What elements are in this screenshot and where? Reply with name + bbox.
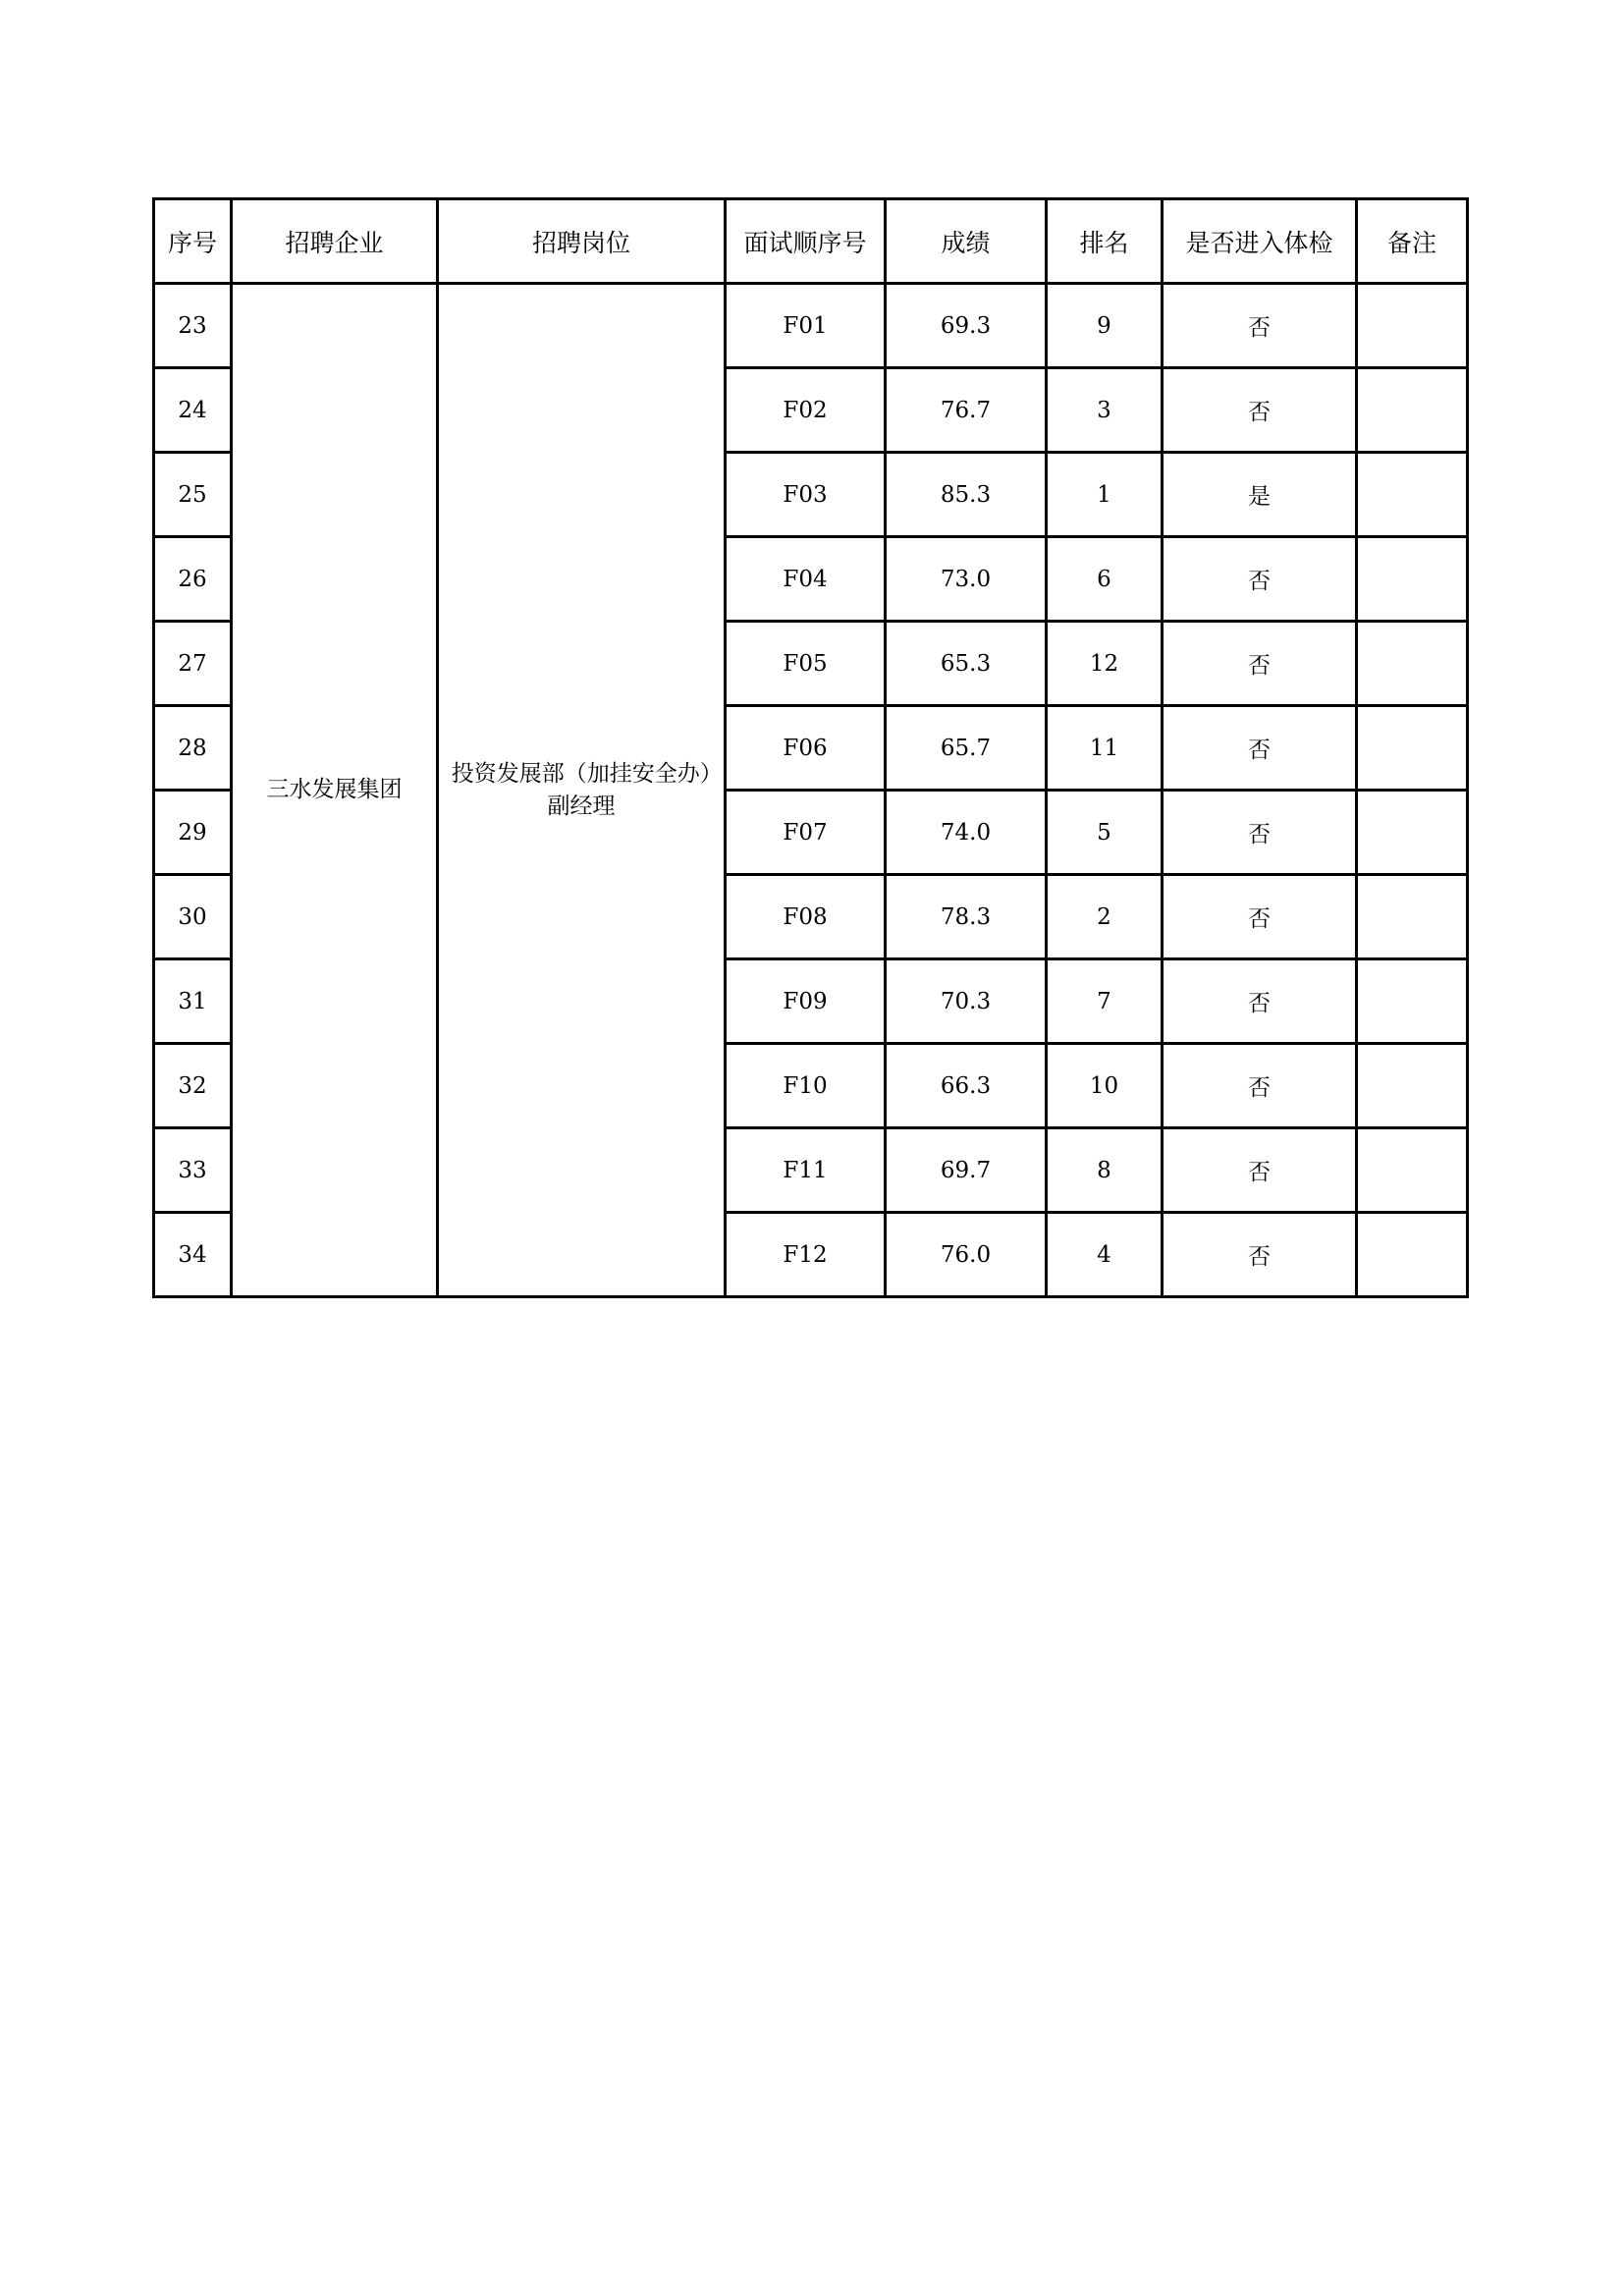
cell-physical-exam: 否 <box>1163 537 1357 622</box>
cell-rank: 3 <box>1047 368 1163 453</box>
cell-score: 73.0 <box>886 537 1047 622</box>
header-score: 成绩 <box>886 199 1047 284</box>
cell-rank: 6 <box>1047 537 1163 622</box>
cell-rank: 7 <box>1047 959 1163 1044</box>
cell-interview-order: F06 <box>726 706 886 791</box>
cell-interview-order: F08 <box>726 875 886 959</box>
cell-score: 85.3 <box>886 453 1047 537</box>
cell-interview-order: F10 <box>726 1044 886 1128</box>
cell-rank: 1 <box>1047 453 1163 537</box>
cell-interview-order: F12 <box>726 1213 886 1297</box>
cell-rank: 10 <box>1047 1044 1163 1128</box>
cell-no: 23 <box>154 284 232 368</box>
cell-interview-order: F07 <box>726 791 886 875</box>
cell-physical-exam: 否 <box>1163 1213 1357 1297</box>
cell-score: 78.3 <box>886 875 1047 959</box>
header-note: 备注 <box>1357 199 1468 284</box>
cell-physical-exam: 否 <box>1163 959 1357 1044</box>
cell-no: 27 <box>154 622 232 706</box>
cell-note <box>1357 368 1468 453</box>
cell-no: 31 <box>154 959 232 1044</box>
cell-no: 29 <box>154 791 232 875</box>
cell-rank: 5 <box>1047 791 1163 875</box>
cell-rank: 8 <box>1047 1128 1163 1213</box>
header-interview-order: 面试顺序号 <box>726 199 886 284</box>
cell-physical-exam: 是 <box>1163 453 1357 537</box>
cell-score: 76.0 <box>886 1213 1047 1297</box>
cell-no: 32 <box>154 1044 232 1128</box>
cell-note <box>1357 875 1468 959</box>
cell-no: 24 <box>154 368 232 453</box>
header-company: 招聘企业 <box>232 199 438 284</box>
cell-interview-order: F04 <box>726 537 886 622</box>
cell-score: 65.3 <box>886 622 1047 706</box>
cell-score: 69.3 <box>886 284 1047 368</box>
cell-position <box>438 284 726 1297</box>
cell-note <box>1357 284 1468 368</box>
position-label: 投资发展部（加挂安全办）副经理 <box>451 760 712 819</box>
cell-no: 26 <box>154 537 232 622</box>
cell-physical-exam: 否 <box>1163 284 1357 368</box>
cell-note <box>1357 622 1468 706</box>
cell-rank: 2 <box>1047 875 1163 959</box>
table-row <box>154 284 1468 368</box>
cell-score: 76.7 <box>886 368 1047 453</box>
cell-interview-order: F01 <box>726 284 886 368</box>
header-position: 招聘岗位 <box>438 199 726 284</box>
results-table <box>152 197 1469 1298</box>
cell-note <box>1357 1128 1468 1213</box>
cell-interview-order: F03 <box>726 453 886 537</box>
cell-physical-exam: 否 <box>1163 791 1357 875</box>
cell-note <box>1357 1213 1468 1297</box>
cell-physical-exam: 否 <box>1163 622 1357 706</box>
cell-score: 66.3 <box>886 1044 1047 1128</box>
header-rank: 排名 <box>1047 199 1163 284</box>
cell-no: 33 <box>154 1128 232 1213</box>
cell-note <box>1357 791 1468 875</box>
header-physical-exam: 是否进入体检 <box>1163 199 1357 284</box>
table-header-row <box>154 199 1468 284</box>
cell-note <box>1357 706 1468 791</box>
cell-no: 34 <box>154 1213 232 1297</box>
cell-no: 28 <box>154 706 232 791</box>
cell-note <box>1357 453 1468 537</box>
cell-score: 70.3 <box>886 959 1047 1044</box>
cell-rank: 11 <box>1047 706 1163 791</box>
cell-rank: 9 <box>1047 284 1163 368</box>
cell-physical-exam: 否 <box>1163 1044 1357 1128</box>
cell-score: 74.0 <box>886 791 1047 875</box>
cell-score: 69.7 <box>886 1128 1047 1213</box>
cell-note <box>1357 537 1468 622</box>
cell-no: 25 <box>154 453 232 537</box>
header-no: 序号 <box>154 199 232 284</box>
cell-physical-exam: 否 <box>1163 368 1357 453</box>
cell-physical-exam: 否 <box>1163 1128 1357 1213</box>
cell-interview-order: F11 <box>726 1128 886 1213</box>
cell-interview-order: F02 <box>726 368 886 453</box>
cell-note <box>1357 959 1468 1044</box>
cell-score: 65.7 <box>886 706 1047 791</box>
table-body <box>154 284 1468 1297</box>
cell-note <box>1357 1044 1468 1128</box>
cell-interview-order: F09 <box>726 959 886 1044</box>
cell-interview-order: F05 <box>726 622 886 706</box>
cell-company: 三水发展集团 <box>232 284 438 1297</box>
cell-physical-exam: 否 <box>1163 706 1357 791</box>
cell-no: 30 <box>154 875 232 959</box>
cell-physical-exam: 否 <box>1163 875 1357 959</box>
cell-rank: 12 <box>1047 622 1163 706</box>
cell-rank: 4 <box>1047 1213 1163 1297</box>
